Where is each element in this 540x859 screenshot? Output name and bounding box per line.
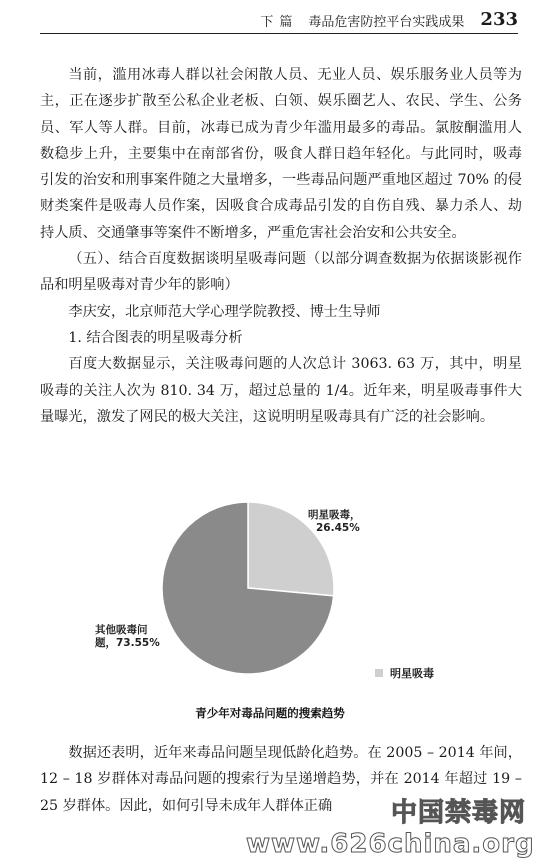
body-text-top: [40, 62, 522, 430]
legend-label-0: 明星吸毒: [390, 667, 434, 680]
pie-label-1: 其他吸毒问题，73.55%: [95, 624, 160, 649]
running-title: 毒品危害防控平台实践成果: [308, 15, 465, 30]
pie-chart-svg: [0, 500, 540, 740]
pie-chart: [0, 500, 540, 740]
page-header: [40, 6, 518, 34]
paragraph-drug-trends: 当前，滥用冰毒人群以社会闲散人员、无业人员、娱乐服务业人员等为主，正在逐步扩散至公私企业老板、白领、娱乐圈艺人、农民、学生、公务员、军人等人群。目前，冰毒已成为青少年滥用最多的毒品。氯胺酮滥用人数稳步上升，主要集中在南部省份，吸食人群日趋年轻化。与此同时，吸毒引发的治安和刑事案件随之大量增多，一些毒品问题严重地区超过 70% 的侵财类案件是吸毒人员作案，因吸食合成毒品引发的自伤自残、暴力杀人、劫持人质、交通肇事等案件不断增多，严重危害社会治安和公共安全。: [40, 67, 522, 241]
subheading-chart-analysis: 1. 结合图表的明星吸毒分析: [68, 329, 243, 346]
author-line: 李庆安，北京师范大学心理学院教授、博士生导师: [68, 303, 381, 320]
pie-label-0: 明星吸毒， 26.45%: [308, 509, 361, 534]
chart-title: 青少年对毒品问题的搜索趋势: [195, 706, 345, 720]
page-number: 233: [480, 9, 518, 30]
site-watermark: 中国禁毒网 www.626china.org: [246, 798, 535, 859]
section-label: 下篇: [260, 15, 299, 30]
paragraph-age-trend: 数据还表明，近年来毒品问题呈现低龄化趋势。在 2005 – 2014 年间，12 – 18 岁群体对毒品问题的搜索行为呈递增趋势，并在 2014 年超过 19 – 25 岁群体。因此，如何引导未成年人群体正确: [40, 745, 522, 814]
paragraph-baidu-data: 百度大数据显示，关注吸毒问题的人次总计 3063. 63 万，其中，明星吸毒的关注人次为 810. 34 万，超过总量的 1/4。近年来，明星吸毒事件大量曝光，激发了网民的极大关注，这说明明星吸毒具有广泛的社会影响。: [40, 356, 522, 425]
legend-swatch-0: [375, 669, 383, 677]
section-heading-celebrity: （五）、结合百度数据谈明星吸毒问题（以部分调查数据为依据谈影视作品和明星吸毒对青少年的影响）: [40, 251, 522, 294]
